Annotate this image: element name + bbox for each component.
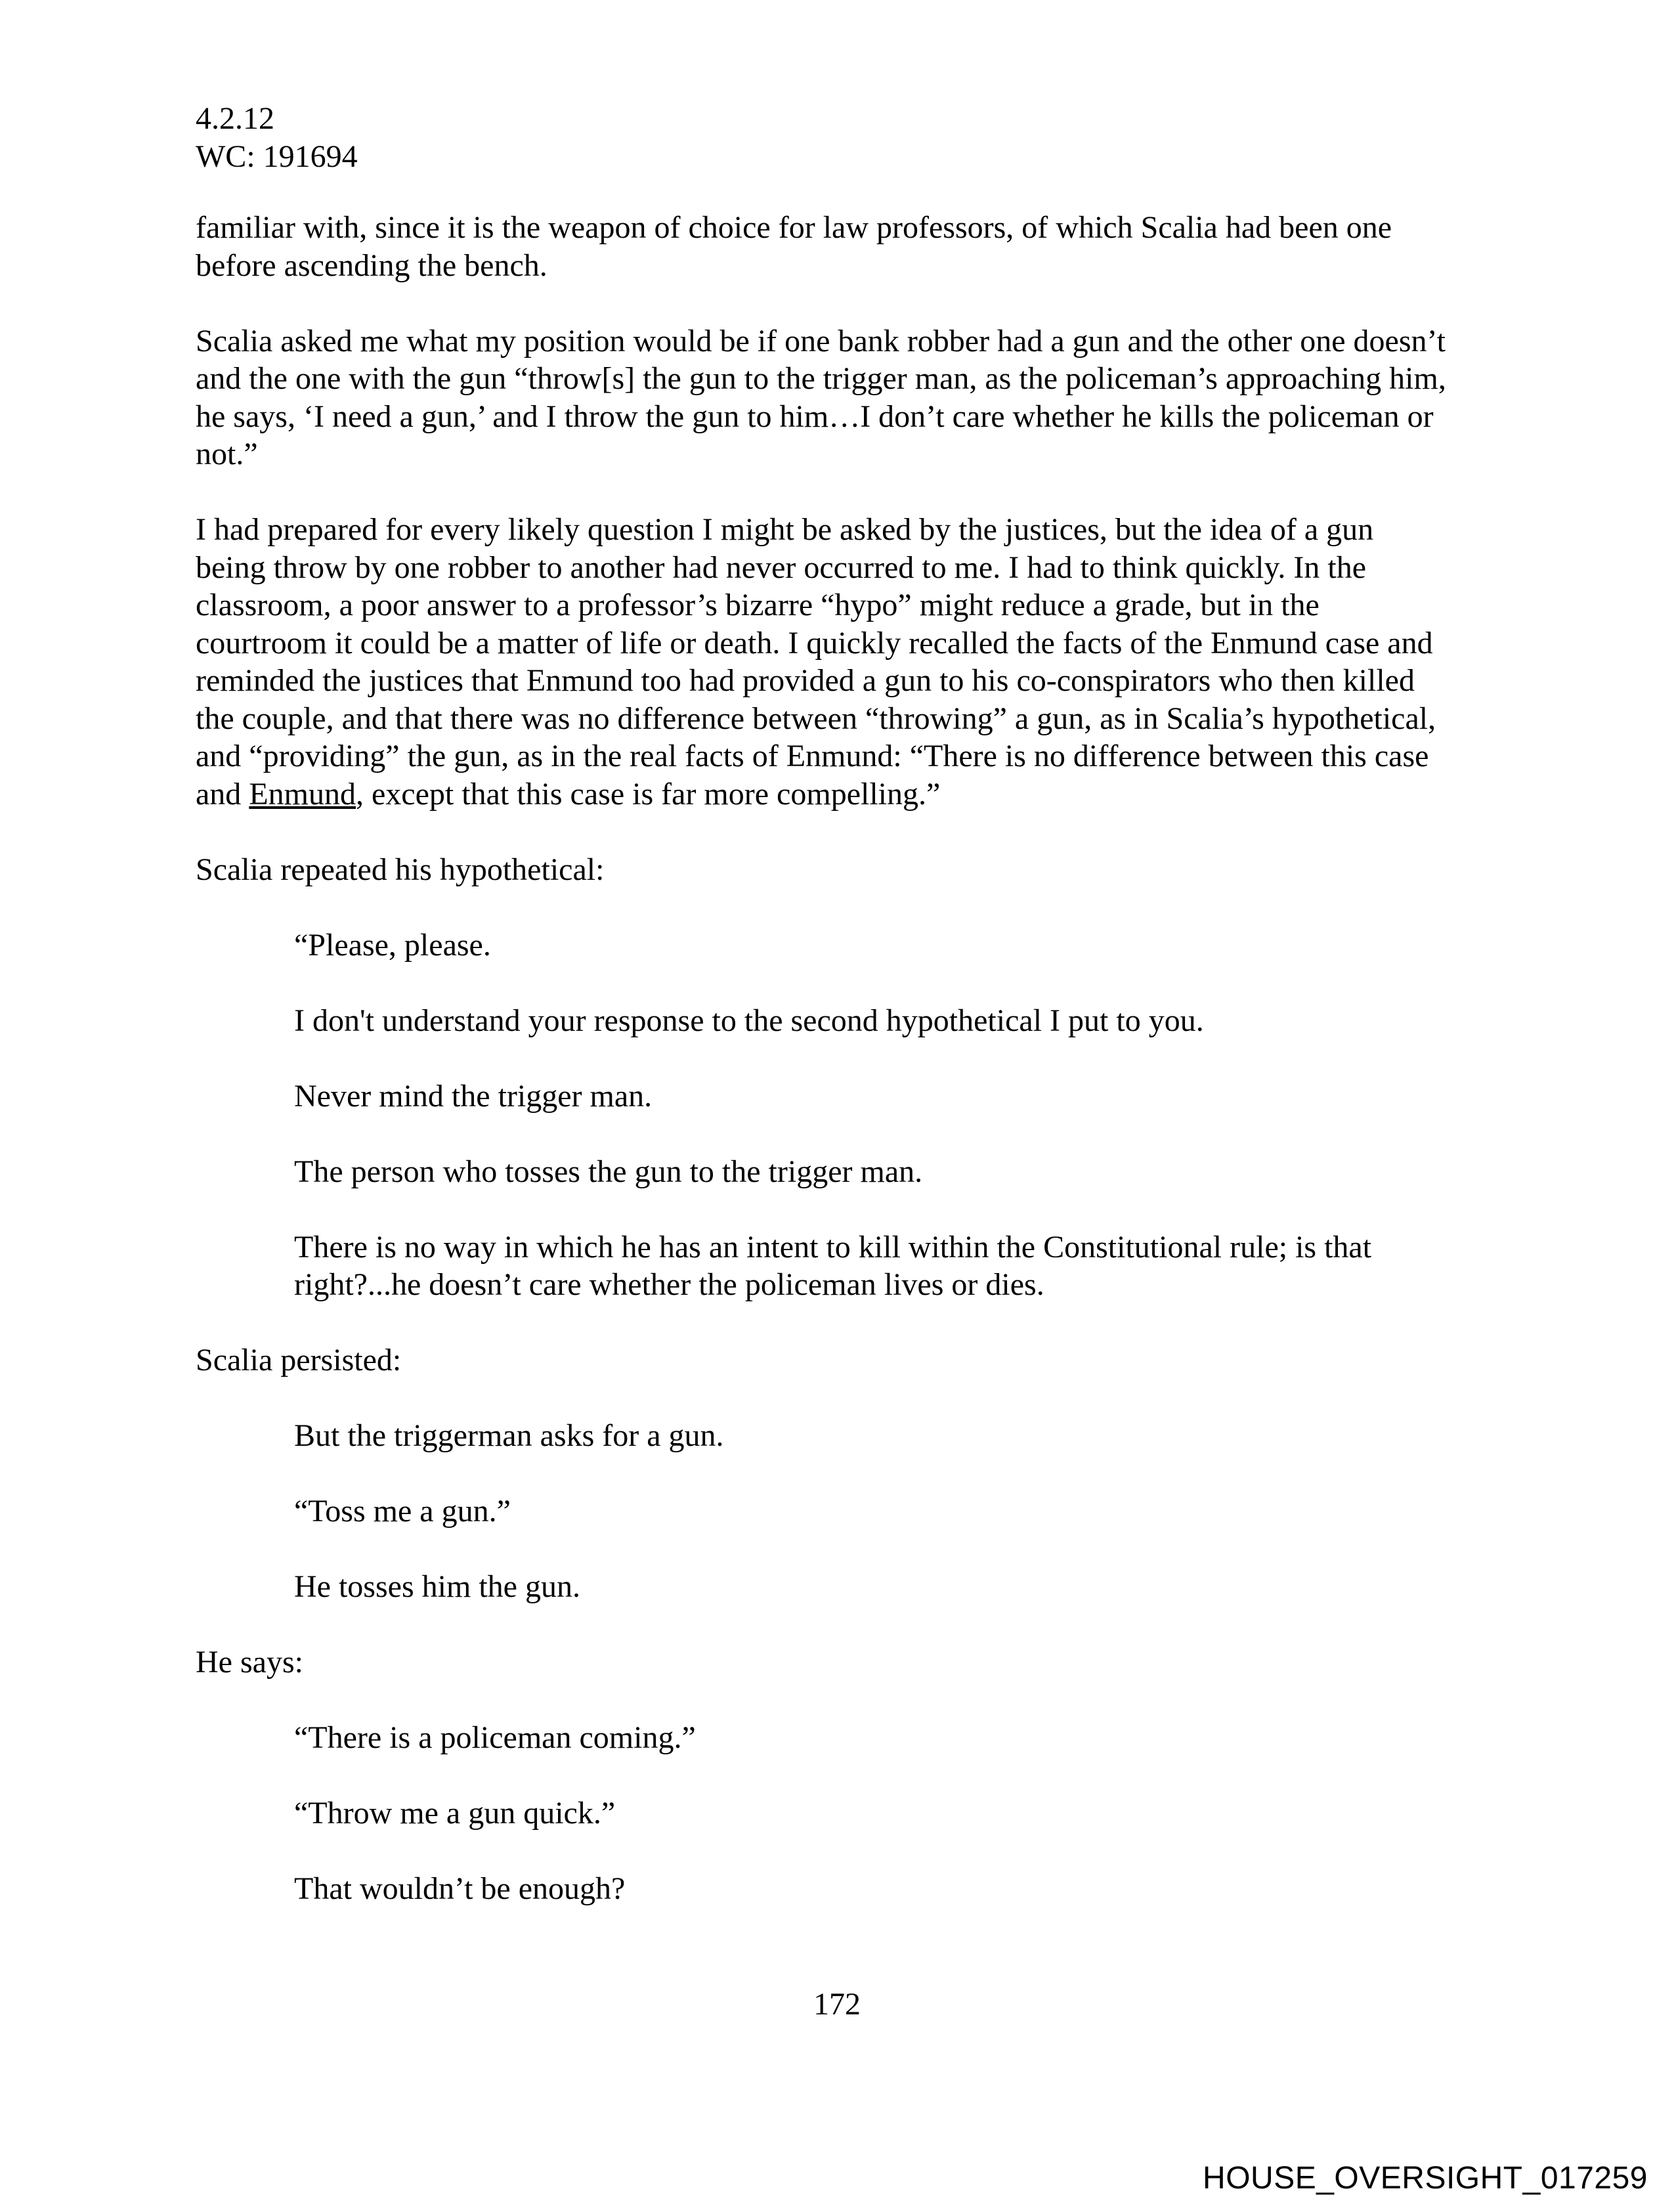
paragraph-scalia-persisted: Scalia persisted: (196, 1343, 402, 1377)
quote-toss-me-a-gun: “Toss me a gun.” (294, 1494, 511, 1529)
quote-please: “Please, please. (294, 927, 491, 963)
document-header (196, 100, 358, 176)
paragraph-scalia-question: Scalia asked me what my position would be if one bank robber had a gun and the other one doesn’t and the one with the gun “throw[s] the gun to the trigger man, as the policeman’s approaching him, he says, ‘I need a gun,’ and I throw the gun to him…I don’t care whether he kills the policeman or not.” (196, 323, 1446, 471)
paragraph-scalia-repeated: Scalia repeated his hypothetical: (196, 852, 605, 887)
quote-person-who-tosses: The person who tosses the gun to the trigger man. (294, 1154, 923, 1189)
header-date: 4.2.12 (196, 101, 274, 136)
quote-throw-me-a-gun: “Throw me a gun quick.” (294, 1796, 616, 1831)
paragraph-response-start: I had prepared for every likely question I might be asked by the justices, but the idea of a gun being throw by one robber to another had never occurred to me. I had to think quickly. In the classroom, a poor answer to a professor’s bizarre “hypo” might reduce a grade, but in the courtroom it could be a matter of life or death. I quickly recalled the facts of the Enmund case and reminded the justices that Enmund too had provided a gun to his co-conspirators who then killed the couple, and that there was no difference between “throwing” a gun, as in Scalia’s hypothetical, and “providing” the gun, as in the real facts of Enmund: “There is no difference between this case and (196, 512, 1436, 812)
paragraph-continuation: familiar with, since it is the weapon of choice for law professors, of which Scalia had been one before ascending the bench. (196, 210, 1392, 283)
document-body (196, 209, 1449, 1945)
paragraph-he-says: He says: (196, 1645, 303, 1680)
quote-policeman-coming: “There is a policeman coming.” (294, 1720, 696, 1755)
quote-never-mind: Never mind the trigger man. (294, 1078, 653, 1114)
quote-triggerman-asks: But the triggerman asks for a gun. (294, 1418, 724, 1453)
quote-dont-understand: I don't understand your response to the second hypothetical I put to you. (294, 1003, 1204, 1038)
paragraph-response-end: , except that this case is far more compelling.” (355, 776, 941, 812)
enmund-case-underlined: Enmund (249, 776, 356, 812)
quote-intent-to-kill: There is no way in which he has an intent to kill within the Constitutional rule; is that right?...he doesn’t care whether the policeman lives or dies. (294, 1229, 1372, 1302)
paragraph-response (196, 511, 1449, 813)
bates-number: HOUSE_OVERSIGHT_017259 (1203, 2161, 1648, 2196)
page-number: 172 (813, 1987, 861, 2022)
quote-tosses-him-the-gun: He tosses him the gun. (294, 1569, 580, 1604)
quote-wouldnt-be-enough: That wouldn’t be enough? (294, 1871, 626, 1906)
header-word-count: WC: 191694 (196, 139, 358, 174)
